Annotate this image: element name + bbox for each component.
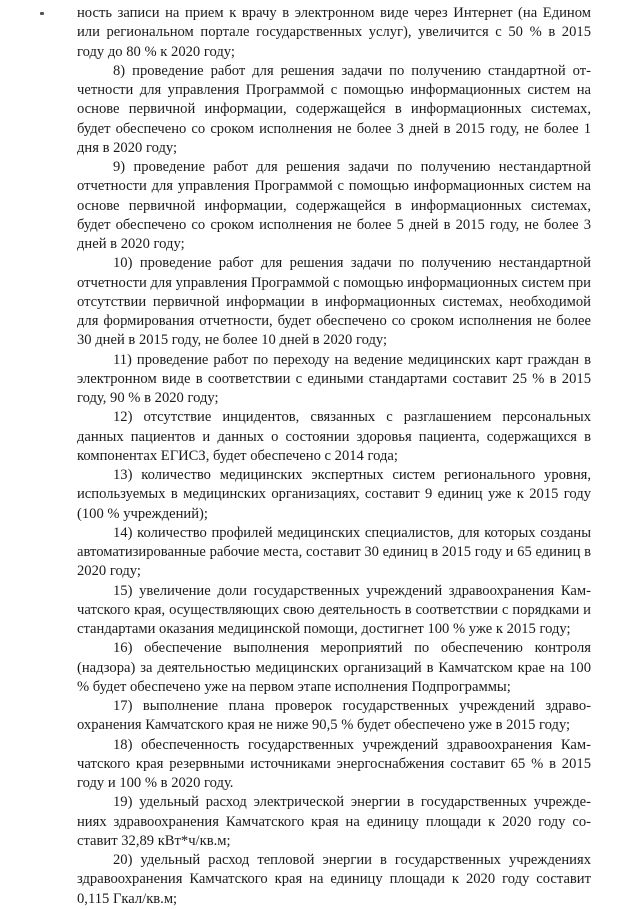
paragraph-item-10: 10) проведение работ для решения задачи по получению нестандартной отчетности для управления Программой с помощью информационных систем при отсутствии первичной информации в информационных системах, необходимой для формирования отчетности, будет обеспечено со сроком исполнения не более 30 дней в 2015 году, не более 10 дней в 2020 году; <box>77 255 591 349</box>
paragraph-item-9: 9) проведение работ для решения задачи по получению нестандартной отчетности для управления Программой с помощью информационных систем на основе первичной информации, содержащейся в информационных системах, будет обеспечено со сроком исполнения не более 5 дней в 2015 году, не более 3 дней в 2020 году; <box>77 159 591 252</box>
paragraph-item-17: 17) выполнение плана проверок государственных учреждений здравоохранения Камчатского края не ниже 90,5 % будет обеспечено уже в 2015 году; <box>77 698 591 734</box>
scan-mark <box>40 12 44 15</box>
paragraph-item-16: 16) обеспечение выполнения мероприятий по обеспечению контроля (надзора) за деятельностью медицинских организаций в Камчатском крае на 100 % будет обеспечено уже на первом этапе исполнения Подпрограммы; <box>77 640 591 695</box>
paragraph-item-19: 19) удельный расход электрической энергии в государственных учреждениях здравоохранения Камчатского края на единицу площади к 2020 году составит 32,89 кВт*ч/кв.м; <box>77 794 591 849</box>
paragraph-item-12: 12) отсутствие инцидентов, связанных с разглашением персональных данных пациентов и данных о состоянии здоровья пациента, содержащихся в компонентах ЕГИСЗ, будет обеспечено с 2014 года; <box>77 409 591 464</box>
paragraph-item-11: 11) проведение работ по переходу на ведение медицинских карт граждан в электронном виде в соответствии с едиными стандартами составит 25 % в 2015 году, 90 % в 2020 году; <box>77 351 591 406</box>
paragraph-item-18: 18) обеспеченность государственных учреждений здравоохранения Камчатского края резервными источниками энергоснабжения составит 65 % в 2015 году и 100 % в 2020 году. <box>77 736 591 791</box>
paragraph-continuation: ность записи на прием к врачу в электронном виде через Интернет (на Едином или региональном портале государственных услуг), увеличится с 50 % в 2015 году до 80 % к 2020 году; <box>77 5 591 60</box>
paragraph-item-14: 14) количество профилей медицинских специалистов, для которых созданы автоматизированные рабочие места, составит 30 единиц в 2015 году и 65 единиц в 2020 году; <box>77 524 591 580</box>
paragraph-item-13: 13) количество медицинских экспертных систем регионального уровня, используемых в медицинских организациях, составит 9 единиц уже к 2015 году (100 % учреждений); <box>77 467 591 522</box>
paragraph-item-8: 8) проведение работ для решения задачи по получению стандартной отчетности для управления Программой с помощью информационных систем на основе первичной информации, содержащейся в информационных системах, будет обеспечено со сроком исполнения не более 3 дней в 2015 году, не более 1 дня в 2020 году; <box>77 62 591 156</box>
paragraph-item-20: 20) удельный расход тепловой энергии в государственных учреждениях здравоохранения Камчатского края на единицу площади к 2020 году составит 0,115 Гкал/кв.м; <box>77 852 591 907</box>
document-body <box>77 4 591 909</box>
paragraph-item-15: 15) увеличение доли государственных учреждений здравоохранения Камчатского края, осуществляющих свою деятельность в соответствии с порядками и стандартами оказания медицинской помощи, достигнет 100 % уже к 2015 году; <box>77 582 591 637</box>
